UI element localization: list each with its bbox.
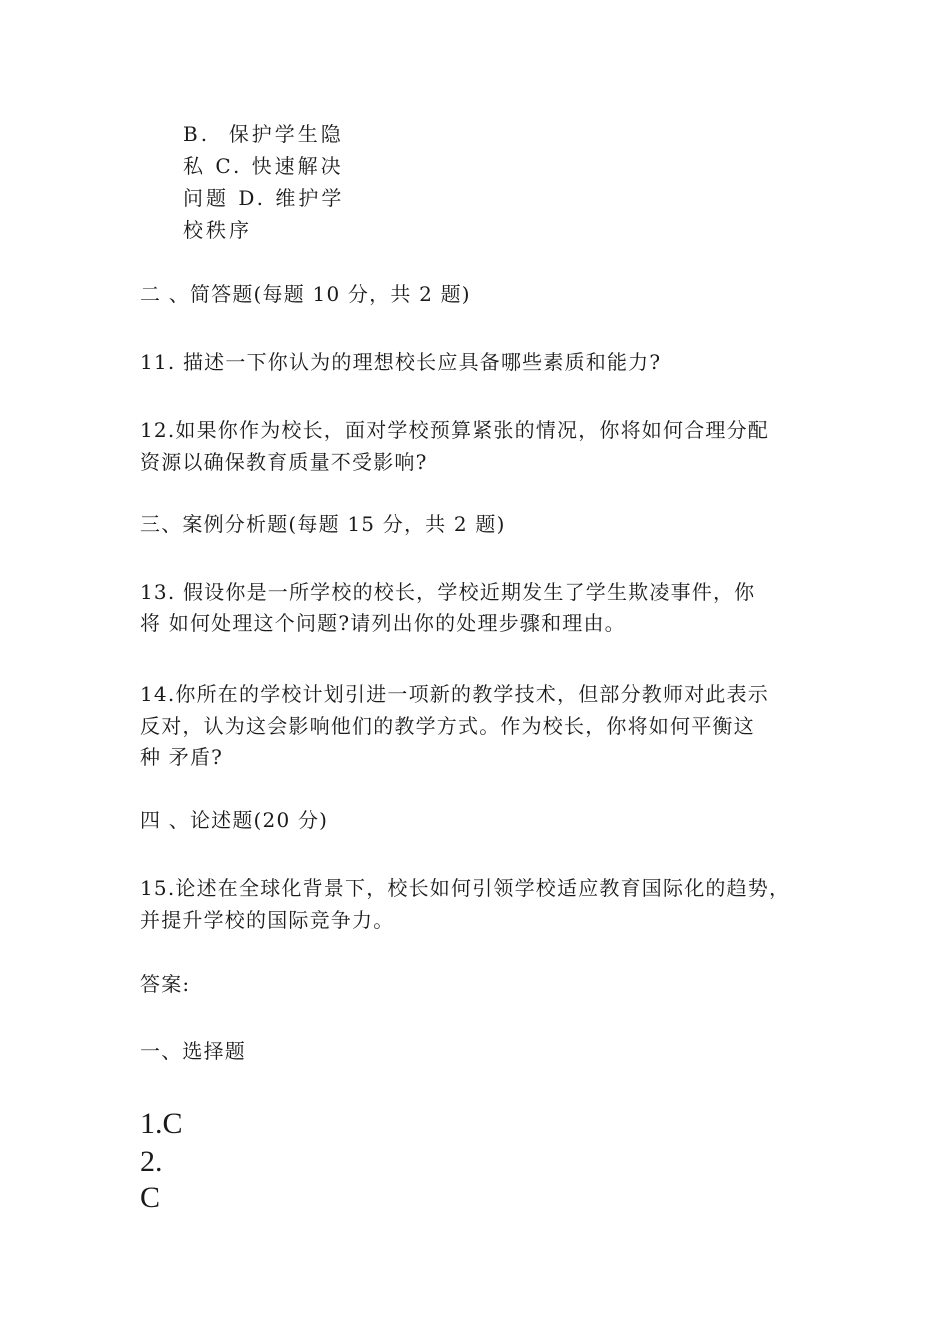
- option-line: 问题 D. 维护学: [183, 186, 345, 210]
- question-15-line: 并提升学校的国际竞争力。: [140, 908, 395, 932]
- answers-section-heading: 一、选择题: [140, 1039, 246, 1063]
- question-12-line: 12.如果你作为校长，面对学校预算紧张的情况，你将如何合理分配: [140, 418, 770, 442]
- option-line: 校秩序: [183, 218, 252, 242]
- answer-item: C: [140, 1181, 161, 1214]
- question-11: 11. 描述一下你认为的理想校长应具备哪些素质和能力?: [140, 350, 662, 374]
- question-13-line: 13. 假设你是一所学校的校长，学校近期发生了学生欺凌事件，你: [140, 580, 756, 604]
- answer-item: 2.: [140, 1145, 163, 1178]
- section-heading: 三、案例分析题(每题 15 分，共 2 题): [140, 512, 506, 536]
- answers-label: 答案:: [140, 972, 191, 996]
- answer-item: 1.C: [140, 1107, 183, 1140]
- section-heading: 二 、简答题(每题 10 分，共 2 题): [140, 282, 471, 306]
- question-14-line: 反对，认为这会影响他们的教学方式。作为校长，你将如何平衡这: [140, 714, 755, 738]
- option-line: B. 保护学生隐: [183, 122, 344, 146]
- option-line: 私 C. 快速解决: [183, 154, 344, 178]
- question-14-line: 14.你所在的学校计划引进一项新的教学技术，但部分教师对此表示: [140, 682, 770, 706]
- question-13-line: 将 如何处理这个问题?请列出你的处理步骤和理由。: [140, 611, 626, 635]
- section-heading: 四 、论述题(20 分): [140, 808, 329, 832]
- question-14-line: 种 矛盾?: [140, 745, 224, 769]
- question-15-line: 15.论述在全球化背景下，校长如何引领学校适应教育国际化的趋势，: [140, 876, 791, 900]
- question-12-line: 资源以确保教育质量不受影响?: [140, 450, 428, 474]
